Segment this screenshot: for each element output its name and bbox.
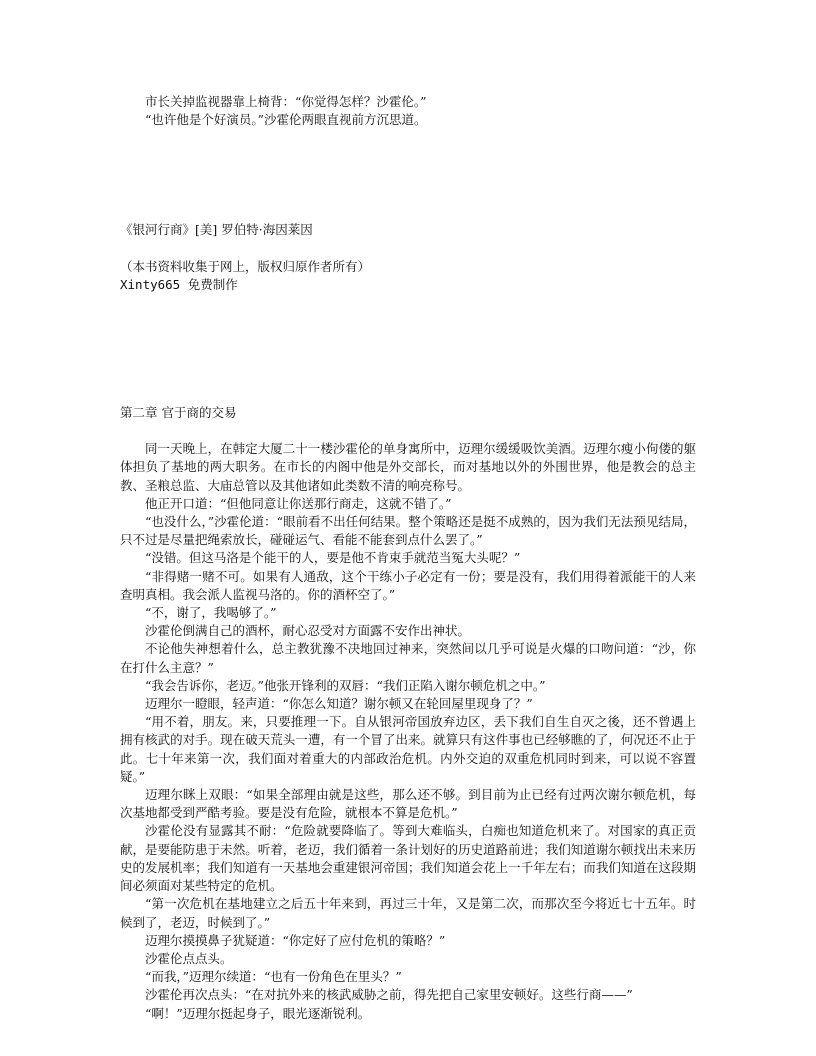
chapter-paragraph: “我会告诉你，老迈。”他张开锋利的双唇：“我们正陷入谢尔顿危机之中。” bbox=[145, 677, 546, 693]
chapter-paragraph: “也没什么，”沙霍伦道：“眼前看不出任何结果。整个策略还是挺不成熟的，因为我们无法预见结局，只不过是尽量把绳索放长，碰碰运气、看能不能套到点什么罢了。” bbox=[120, 514, 696, 548]
spacer bbox=[120, 129, 696, 221]
chapter-paragraph: “啊！”迈理尔挺起身子，眼光逐渐锐利。 bbox=[145, 1005, 371, 1021]
spacer bbox=[120, 422, 696, 440]
chapter-paragraph: “不，谢了，我喝够了。” bbox=[145, 605, 277, 621]
spacer bbox=[120, 294, 696, 386]
chapter-paragraph: 迈理尔一瞪眼，轻声道：“你怎么知道？谢尔顿又在轮回屋里现身了？” bbox=[145, 696, 533, 712]
chapter-paragraph: 迈理尔眯上双眼：“如果全部理由就是这些，那么还不够。到目前为止已经有过两次谢尔顿危机，每次基地都受到严酷考验。要是没有危险，就根本不算是危机。” bbox=[120, 787, 696, 821]
chapter-body bbox=[120, 440, 696, 1023]
credit-line: Xinty665 免费制作 bbox=[120, 276, 238, 292]
chapter-paragraph: 迈理尔摸摸鼻子犹疑道：“你定好了应付危机的策略？” bbox=[145, 932, 446, 948]
chapter-heading: 第二章 官于商的交易 bbox=[120, 405, 237, 421]
chapter-paragraph: “第一次危机在基地建立之后五十年来到，再过三十年，又是第二次，而那次至今将近七十五年。时候到了，老迈，时候到了。” bbox=[120, 896, 696, 930]
spacer bbox=[120, 240, 696, 258]
chapter-paragraph: 同一天晚上，在韩定大厦二十一楼沙霍伦的单身寓所中，迈理尔缓缓吸饮美酒。迈理尔瘦小佝偻的躯体担负了基地的两大职务。在市长的内阁中他是外交部长，而对基地以外的外围世界，他是教会的总主教、圣粮总监、大庙总管以及其他诸如此类数不清的响亮称号。 bbox=[120, 441, 696, 493]
book-title-line: 《银河行商》[美] 罗伯特·海因莱因 bbox=[120, 222, 313, 238]
document-page bbox=[120, 93, 696, 1023]
chapter-paragraph: 他正开口道：“但他同意让你送那行商走，这就不错了。” bbox=[145, 495, 452, 511]
opening-line: “也许他是个好演员。”沙霍伦两眼直视前方沉思道。 bbox=[145, 112, 427, 128]
chapter-paragraph: 沙霍伦再次点头：“在对抗外来的核武威胁之前，得先把自己家里安顿好。这些行商——” bbox=[145, 987, 633, 1003]
chapter-paragraph: “非得赌一赌不可。如果有人通敌，这个干练小子必定有一份；要是没有，我们用得着派能干的人来查明真相。我会派人监视马洛的。你的酒杯空了。” bbox=[120, 568, 696, 602]
chapter-paragraph: “而我，”迈理尔续道：“也有一份角色在里头？” bbox=[145, 969, 402, 985]
opening-line: 市长关掉监视器靠上椅背：“你觉得怎样？沙霍伦。” bbox=[145, 94, 427, 109]
chapter-paragraph: “用不着，朋友。来，只要推理一下。自从银河帝国放弃边区，丢下我们自生自灭之後，还不曾遇上拥有核武的对手。现在破天荒头一遭，有一个冒了出来。就算只有这件事也已经够瞧的了，何况还不止于此。七十年来第一次，我们面对着重大的内部政治危机。内外交迫的双重危机同时到来，可以说不容置疑。” bbox=[120, 714, 696, 784]
chapter-paragraph: 沙霍伦倒满自己的酒杯，耐心忍受对方面露不安作出神状。 bbox=[145, 623, 471, 639]
spacer bbox=[120, 386, 696, 404]
chapter-paragraph: 沙霍伦没有显露其不耐：“危险就要降临了。等到大难临头，白痴也知道危机来了。对国家的真正贡献，是要能防患于未然。听着，老迈，我们循着一条计划好的历史道路前进；我们知道谢尔顿找出未来历史的发展机率；我们知道有一天基地会重建银河帝国；我们知道会花上一千年左右；而我们知道在这段期间必须面对某些特定的危机。 bbox=[120, 823, 696, 894]
copyright-note: （本书资料收集于网上，版权归原作者所有） bbox=[120, 258, 371, 274]
chapter-paragraph: 不论他失神想着什么，总主教犹豫不决地回过神来，突然间以几乎可说是火爆的口吻问道：“沙，你在打什么主意？” bbox=[120, 641, 696, 675]
chapter-paragraph: “没错。但这马洛是个能干的人，要是他不肯束手就范当冤大头呢？” bbox=[145, 550, 521, 566]
chapter-paragraph: 沙霍伦点点头。 bbox=[145, 950, 233, 966]
